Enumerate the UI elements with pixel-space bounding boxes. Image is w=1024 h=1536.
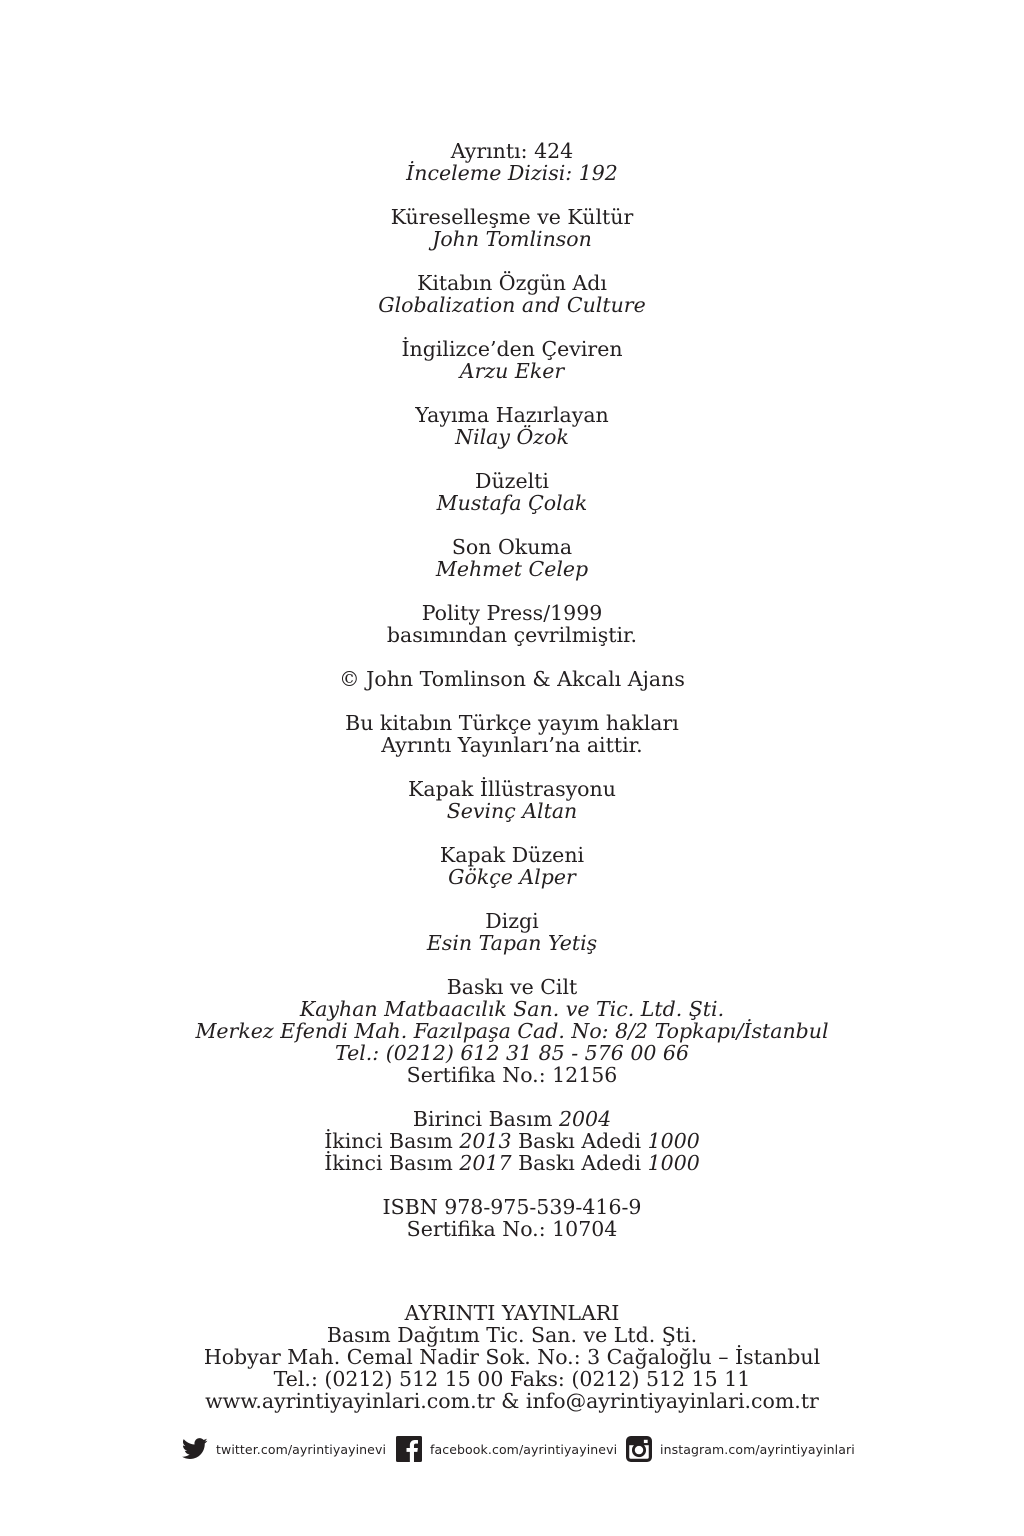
edition-label: İkinci Basım <box>324 1129 453 1153</box>
editor-block <box>0 404 1024 448</box>
rights-line-1: Bu kitabın Türkçe yayım hakları <box>345 711 679 735</box>
print-run-label: Baskı Adedi <box>518 1129 642 1153</box>
subseries-label: İnceleme Dizisi: 192 <box>406 161 618 185</box>
copyright-block <box>0 668 1024 690</box>
social-links <box>182 1434 862 1464</box>
print-run-label: Baskı Adedi <box>518 1151 642 1175</box>
final-reading-block <box>0 536 1024 580</box>
editor-label: Yayıma Hazırlayan <box>415 403 609 427</box>
printer-company: Kayhan Matbaacılık San. ve Tic. Ltd. Şti. <box>299 997 725 1021</box>
proofreading-block <box>0 470 1024 514</box>
typesetting-block <box>0 910 1024 954</box>
cover-design-block <box>0 844 1024 888</box>
typesetting-label: Dizgi <box>485 909 539 933</box>
publisher-address: Hobyar Mah. Cemal Nadir Sok. No.: 3 Cağaloğlu – İstanbul <box>203 1345 821 1369</box>
final-reading-label: Son Okuma <box>451 535 573 559</box>
typesetter-name: Esin Tapan Yetiş <box>426 931 598 955</box>
rights-block <box>0 712 1024 756</box>
source-edition-line-2: basımından çevrilmiştir. <box>386 623 638 647</box>
isbn: ISBN 978-975-539-416-9 <box>382 1195 642 1219</box>
printing-label: Baskı ve Cilt <box>446 975 578 999</box>
printer-certificate: Sertifika No.: 12156 <box>406 1063 618 1087</box>
translator-name: Arzu Eker <box>459 359 565 383</box>
book-title: Küreselleşme ve Kültür <box>390 205 634 229</box>
publisher-info <box>0 1302 1024 1412</box>
publisher-contact: Tel.: (0212) 512 15 00 Faks: (0212) 512 15 11 <box>273 1367 751 1391</box>
edition-line <box>0 1130 1024 1152</box>
instagram-link[interactable] <box>626 1434 855 1464</box>
isbn-block <box>0 1196 1024 1240</box>
instagram-icon <box>626 1436 652 1462</box>
twitter-icon <box>182 1438 208 1460</box>
series-label: Ayrıntı: 424 <box>450 139 574 163</box>
source-edition-line-1: Polity Press/1999 <box>421 601 603 625</box>
instagram-handle: instagram.com/ayrintiyayinlari <box>660 1441 855 1457</box>
final-reader-name: Mehmet Celep <box>435 557 589 581</box>
source-edition-block <box>0 602 1024 646</box>
facebook-link[interactable] <box>396 1434 617 1464</box>
publisher-name: AYRINTI YAYINLARI <box>404 1301 620 1325</box>
print-run-count: 1000 <box>647 1151 700 1175</box>
edition-year: 2017 <box>459 1151 512 1175</box>
edition-line <box>0 1152 1024 1174</box>
original-title-block <box>0 272 1024 316</box>
edition-year: 2013 <box>459 1129 512 1153</box>
facebook-icon <box>396 1436 422 1462</box>
cover-illustration-label: Kapak İllüstrasyonu <box>408 777 616 801</box>
publisher-certificate: Sertifika No.: 10704 <box>406 1217 618 1241</box>
printing-block <box>0 976 1024 1086</box>
twitter-link[interactable] <box>182 1434 386 1464</box>
edition-year: 2004 <box>558 1107 612 1131</box>
editor-name: Nilay Özok <box>455 425 569 449</box>
editions-block <box>0 1108 1024 1174</box>
series-block <box>0 140 1024 184</box>
cover-illustration-block <box>0 778 1024 822</box>
twitter-handle: twitter.com/ayrintiyayinevi <box>216 1441 387 1457</box>
proofreading-label: Düzelti <box>475 469 549 493</box>
translator-block <box>0 338 1024 382</box>
print-run-count: 1000 <box>647 1129 700 1153</box>
translator-label: İngilizce’den Çeviren <box>401 337 623 361</box>
publisher-web-email: www.ayrintiyayinlari.com.tr & info@ayrintiyayinlari.com.tr <box>205 1389 819 1413</box>
cover-illustrator-name: Sevinç Altan <box>446 799 578 823</box>
title-block <box>0 206 1024 250</box>
book-author: John Tomlinson <box>432 227 592 251</box>
facebook-handle: facebook.com/ayrintiyayinevi <box>430 1441 618 1457</box>
cover-designer-name: Gökçe Alper <box>448 865 576 889</box>
printer-address: Merkez Efendi Mah. Fazılpaşa Cad. No: 8/2 Topkapı/İstanbul <box>195 1019 829 1043</box>
original-title-value: Globalization and Culture <box>378 293 646 317</box>
cover-design-label: Kapak Düzeni <box>439 843 585 867</box>
copyright-notice: © John Tomlinson & Akcalı Ajans <box>339 667 685 691</box>
original-title-label: Kitabın Özgün Adı <box>417 271 607 295</box>
publisher-company: Basım Dağıtım Tic. San. ve Ltd. Şti. <box>326 1323 698 1347</box>
printer-phone: Tel.: (0212) 612 31 85 - 576 00 66 <box>334 1041 689 1065</box>
proofreader-name: Mustafa Çolak <box>436 491 588 515</box>
colophon <box>0 140 1024 1262</box>
edition-label: Birinci Basım <box>412 1107 553 1131</box>
edition-label: İkinci Basım <box>324 1151 453 1175</box>
rights-line-2: Ayrıntı Yayınları’na aittir. <box>381 733 643 757</box>
edition-line <box>0 1108 1024 1130</box>
